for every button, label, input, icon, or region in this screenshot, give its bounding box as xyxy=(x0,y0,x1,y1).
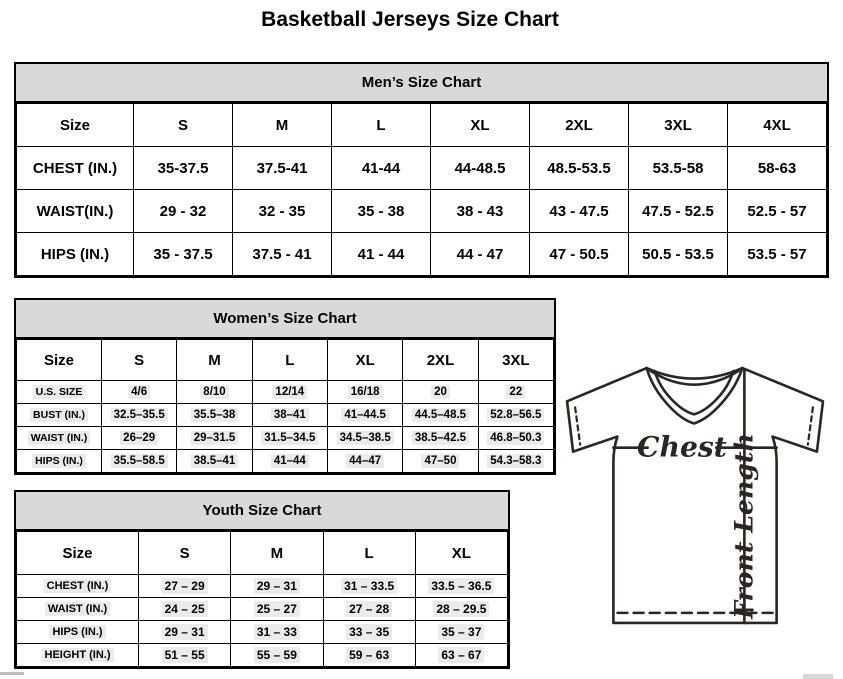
size-cell: 58-63 xyxy=(728,147,827,190)
size-column-header: Size xyxy=(17,532,139,575)
size-column-header: Size xyxy=(17,340,102,381)
size-cell: 33.5 – 36.5 xyxy=(415,575,507,598)
size-cell: 22 xyxy=(478,381,553,404)
table-row xyxy=(17,147,827,190)
mens-size-chart-title: Men’s Size Chart xyxy=(16,64,827,103)
size-column-header: Size xyxy=(17,104,134,147)
size-cell: 37.5-41 xyxy=(233,147,332,190)
row-label: HIPS (IN.) xyxy=(17,450,102,473)
size-cell: 41–44.5 xyxy=(327,404,402,427)
scrollbar-fragment-right[interactable] xyxy=(803,674,833,679)
size-cell: 31 – 33.5 xyxy=(323,575,415,598)
size-cell: 53.5 - 57 xyxy=(728,233,827,276)
row-label: U.S. SIZE xyxy=(17,381,102,404)
header-row xyxy=(17,104,827,147)
size-cell: 35.5–58.5 xyxy=(102,450,177,473)
size-cell: 29–31.5 xyxy=(177,427,252,450)
row-label: HIPS (IN.) xyxy=(17,621,139,644)
table-row xyxy=(17,381,554,404)
header-row xyxy=(17,340,554,381)
table-row xyxy=(17,233,827,276)
size-cell: 25 – 27 xyxy=(231,598,323,621)
column-header-xl: XL xyxy=(431,104,530,147)
column-header-s: S xyxy=(134,104,233,147)
chest-label: Chest xyxy=(637,430,727,464)
size-cell: 38.5–41 xyxy=(177,450,252,473)
size-cell: 34.5–38.5 xyxy=(327,427,402,450)
right-cuff-dashed-seam xyxy=(808,407,813,444)
jersey-diagram-svg xyxy=(561,365,827,627)
table-row xyxy=(17,598,508,621)
column-header-2xl: 2XL xyxy=(530,104,629,147)
size-cell: 44.5–48.5 xyxy=(403,404,478,427)
jersey-outline xyxy=(567,368,823,623)
front-length-label: Front Length xyxy=(728,433,759,619)
size-cell: 47 - 50.5 xyxy=(530,233,629,276)
scrollbar-fragment-left[interactable] xyxy=(0,672,24,675)
size-cell: 41-44 xyxy=(332,147,431,190)
size-cell: 4/6 xyxy=(102,381,177,404)
size-cell: 59 – 63 xyxy=(323,644,415,667)
size-cell: 50.5 - 53.5 xyxy=(629,233,728,276)
column-header-4xl: 4XL xyxy=(728,104,827,147)
table-row xyxy=(17,644,508,667)
row-label: CHEST (IN.) xyxy=(17,575,139,598)
size-cell: 47–50 xyxy=(403,450,478,473)
size-cell: 31.5–34.5 xyxy=(252,427,327,450)
size-cell: 26–29 xyxy=(102,427,177,450)
youth-grid xyxy=(16,531,508,667)
table-row xyxy=(17,575,508,598)
column-header-xl: XL xyxy=(327,340,402,381)
size-cell: 31 – 33 xyxy=(231,621,323,644)
size-cell: 54.3–58.3 xyxy=(478,450,553,473)
size-cell: 48.5-53.5 xyxy=(530,147,629,190)
row-label: WAIST (IN.) xyxy=(17,598,139,621)
size-cell: 28 – 29.5 xyxy=(415,598,507,621)
size-cell: 27 – 28 xyxy=(323,598,415,621)
size-cell: 29 – 31 xyxy=(139,621,231,644)
size-cell: 41 - 44 xyxy=(332,233,431,276)
table-row xyxy=(17,190,827,233)
youth-size-chart-title: Youth Size Chart xyxy=(16,492,508,531)
size-cell: 16/18 xyxy=(327,381,402,404)
table-row xyxy=(17,450,554,473)
size-cell: 33 – 35 xyxy=(323,621,415,644)
size-cell: 35 - 37.5 xyxy=(134,233,233,276)
men-grid xyxy=(16,103,827,276)
jersey-measurement-diagram xyxy=(561,365,827,627)
left-cuff-dashed-seam xyxy=(575,407,580,444)
size-cell: 8/10 xyxy=(177,381,252,404)
size-cell: 43 - 47.5 xyxy=(530,190,629,233)
size-cell: 53.5-58 xyxy=(629,147,728,190)
size-cell: 32.5–35.5 xyxy=(102,404,177,427)
column-header-l: L xyxy=(332,104,431,147)
size-cell: 35.5–38 xyxy=(177,404,252,427)
column-header-m: M xyxy=(177,340,252,381)
size-cell: 44 - 47 xyxy=(431,233,530,276)
size-cell: 41–44 xyxy=(252,450,327,473)
column-header-m: M xyxy=(233,104,332,147)
row-label: BUST (IN.) xyxy=(17,404,102,427)
size-cell: 24 – 25 xyxy=(139,598,231,621)
column-header-2xl: 2XL xyxy=(403,340,478,381)
size-cell: 32 - 35 xyxy=(233,190,332,233)
women-grid xyxy=(16,339,554,473)
size-cell: 44-48.5 xyxy=(431,147,530,190)
row-label: WAIST(IN.) xyxy=(17,190,134,233)
row-label: HIPS (IN.) xyxy=(17,233,134,276)
row-label: CHEST (IN.) xyxy=(17,147,134,190)
column-header-s: S xyxy=(139,532,231,575)
column-header-xl: XL xyxy=(415,532,507,575)
column-header-l: L xyxy=(323,532,415,575)
size-cell: 52.8–56.5 xyxy=(478,404,553,427)
size-cell: 47.5 - 52.5 xyxy=(629,190,728,233)
table-row xyxy=(17,621,508,644)
size-cell: 12/14 xyxy=(252,381,327,404)
size-cell: 52.5 - 57 xyxy=(728,190,827,233)
page-title: Basketball Jerseys Size Chart xyxy=(261,8,559,31)
row-label: WAIST (IN.) xyxy=(17,427,102,450)
size-cell: 55 – 59 xyxy=(231,644,323,667)
size-cell: 46.8–50.3 xyxy=(478,427,553,450)
column-header-3xl: 3XL xyxy=(629,104,728,147)
row-label: HEIGHT (IN.) xyxy=(17,644,139,667)
size-cell: 27 – 29 xyxy=(139,575,231,598)
size-cell: 38–41 xyxy=(252,404,327,427)
header-row xyxy=(17,532,508,575)
table-row xyxy=(17,404,554,427)
size-cell: 37.5 - 41 xyxy=(233,233,332,276)
column-header-m: M xyxy=(231,532,323,575)
womens-size-chart-title: Women’s Size Chart xyxy=(16,300,554,339)
size-cell: 35-37.5 xyxy=(134,147,233,190)
column-header-3xl: 3XL xyxy=(478,340,553,381)
mens-size-chart xyxy=(14,62,829,278)
column-header-s: S xyxy=(102,340,177,381)
size-cell: 38 - 43 xyxy=(431,190,530,233)
size-cell: 29 – 31 xyxy=(231,575,323,598)
size-cell: 29 - 32 xyxy=(134,190,233,233)
size-cell: 63 – 67 xyxy=(415,644,507,667)
size-cell: 20 xyxy=(403,381,478,404)
youth-size-chart xyxy=(14,490,510,669)
column-header-l: L xyxy=(252,340,327,381)
size-cell: 38.5–42.5 xyxy=(403,427,478,450)
womens-size-chart xyxy=(14,298,556,475)
size-cell: 44–47 xyxy=(327,450,402,473)
size-cell: 35 – 37 xyxy=(415,621,507,644)
size-cell: 51 – 55 xyxy=(139,644,231,667)
table-row xyxy=(17,427,554,450)
size-cell: 35 - 38 xyxy=(332,190,431,233)
